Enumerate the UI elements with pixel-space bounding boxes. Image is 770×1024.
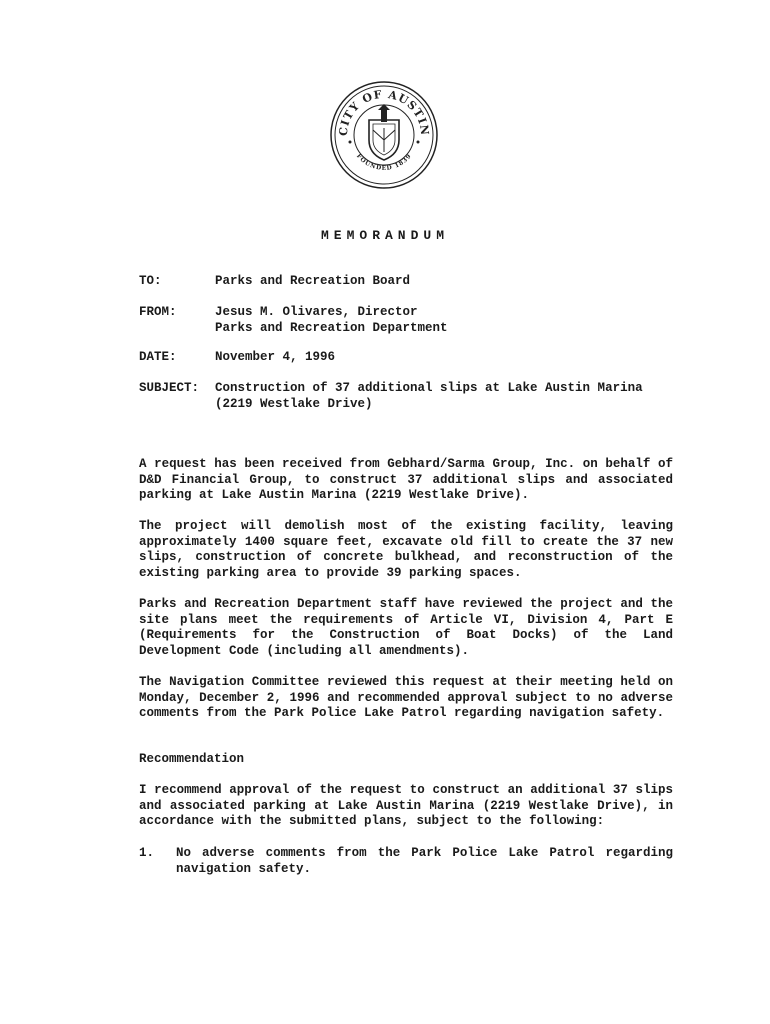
from-label: FROM: (139, 305, 177, 319)
paragraph-project: The project will demolish most of the existing facility, leaving approximately 1400 square feet, excavate old fill to create the 37 new slips, construction of concrete bulkhead, and reconstruction of the existing parking area to provide 39 parking spaces. (139, 519, 673, 580)
date-value: November 4, 1996 (215, 350, 336, 364)
condition-number: 1. (139, 846, 155, 860)
recommendation-heading: Recommendation (139, 752, 245, 766)
to-label: TO: (139, 274, 162, 288)
subject-label: SUBJECT: (139, 381, 200, 395)
svg-text:FOUNDED 1839: FOUNDED 1839 (354, 152, 414, 172)
svg-text:CITY OF AUSTIN: CITY OF AUSTIN (336, 87, 432, 137)
city-of-austin-seal (329, 80, 439, 190)
subject-line-1: Construction of 37 additional slips at Lake Austin Marina (215, 381, 643, 395)
paragraph-request: A request has been received from Gebhard/Sarma Group, Inc. on behalf of D&D Financial Group, to construct 37 additional slips and associated parking at Lake Austin Marina (2219 Westlake Drive). (139, 457, 673, 503)
to-value: Parks and Recreation Board (215, 274, 411, 288)
paragraph-navigation-committee: The Navigation Committee reviewed this request at their meeting held on Monday, December 2, 1996 and recommended approval subject to no adverse comments from the Park Police Lake Patrol regarding navigation safety. (139, 675, 673, 721)
from-line-1: Jesus M. Olivares, Director (215, 305, 418, 319)
from-line-2: Parks and Recreation Department (215, 321, 448, 335)
subject-value (215, 380, 643, 412)
memo-title: MEMORANDUM (320, 228, 449, 243)
paragraph-recommendation: I recommend approval of the request to construct an additional 37 slips and associated parking at Lake Austin Marina (2219 Westlake Drive), in accordance with the submitted plans, subject to the following: (139, 783, 673, 829)
paragraph-staff-review: Parks and Recreation Department staff have reviewed the project and the site plans meet the requirements of Article VI, Division 4, Part E (Requirements for the Construction of Boat Docks) of the Land Development Code (including all amendments). (139, 597, 673, 658)
subject-line-2: (2219 Westlake Drive) (215, 397, 373, 411)
from-value (215, 304, 448, 336)
condition-text: No adverse comments from the Park Police Lake Patrol regarding navigation safety. (176, 846, 673, 876)
date-label: DATE: (139, 350, 177, 364)
